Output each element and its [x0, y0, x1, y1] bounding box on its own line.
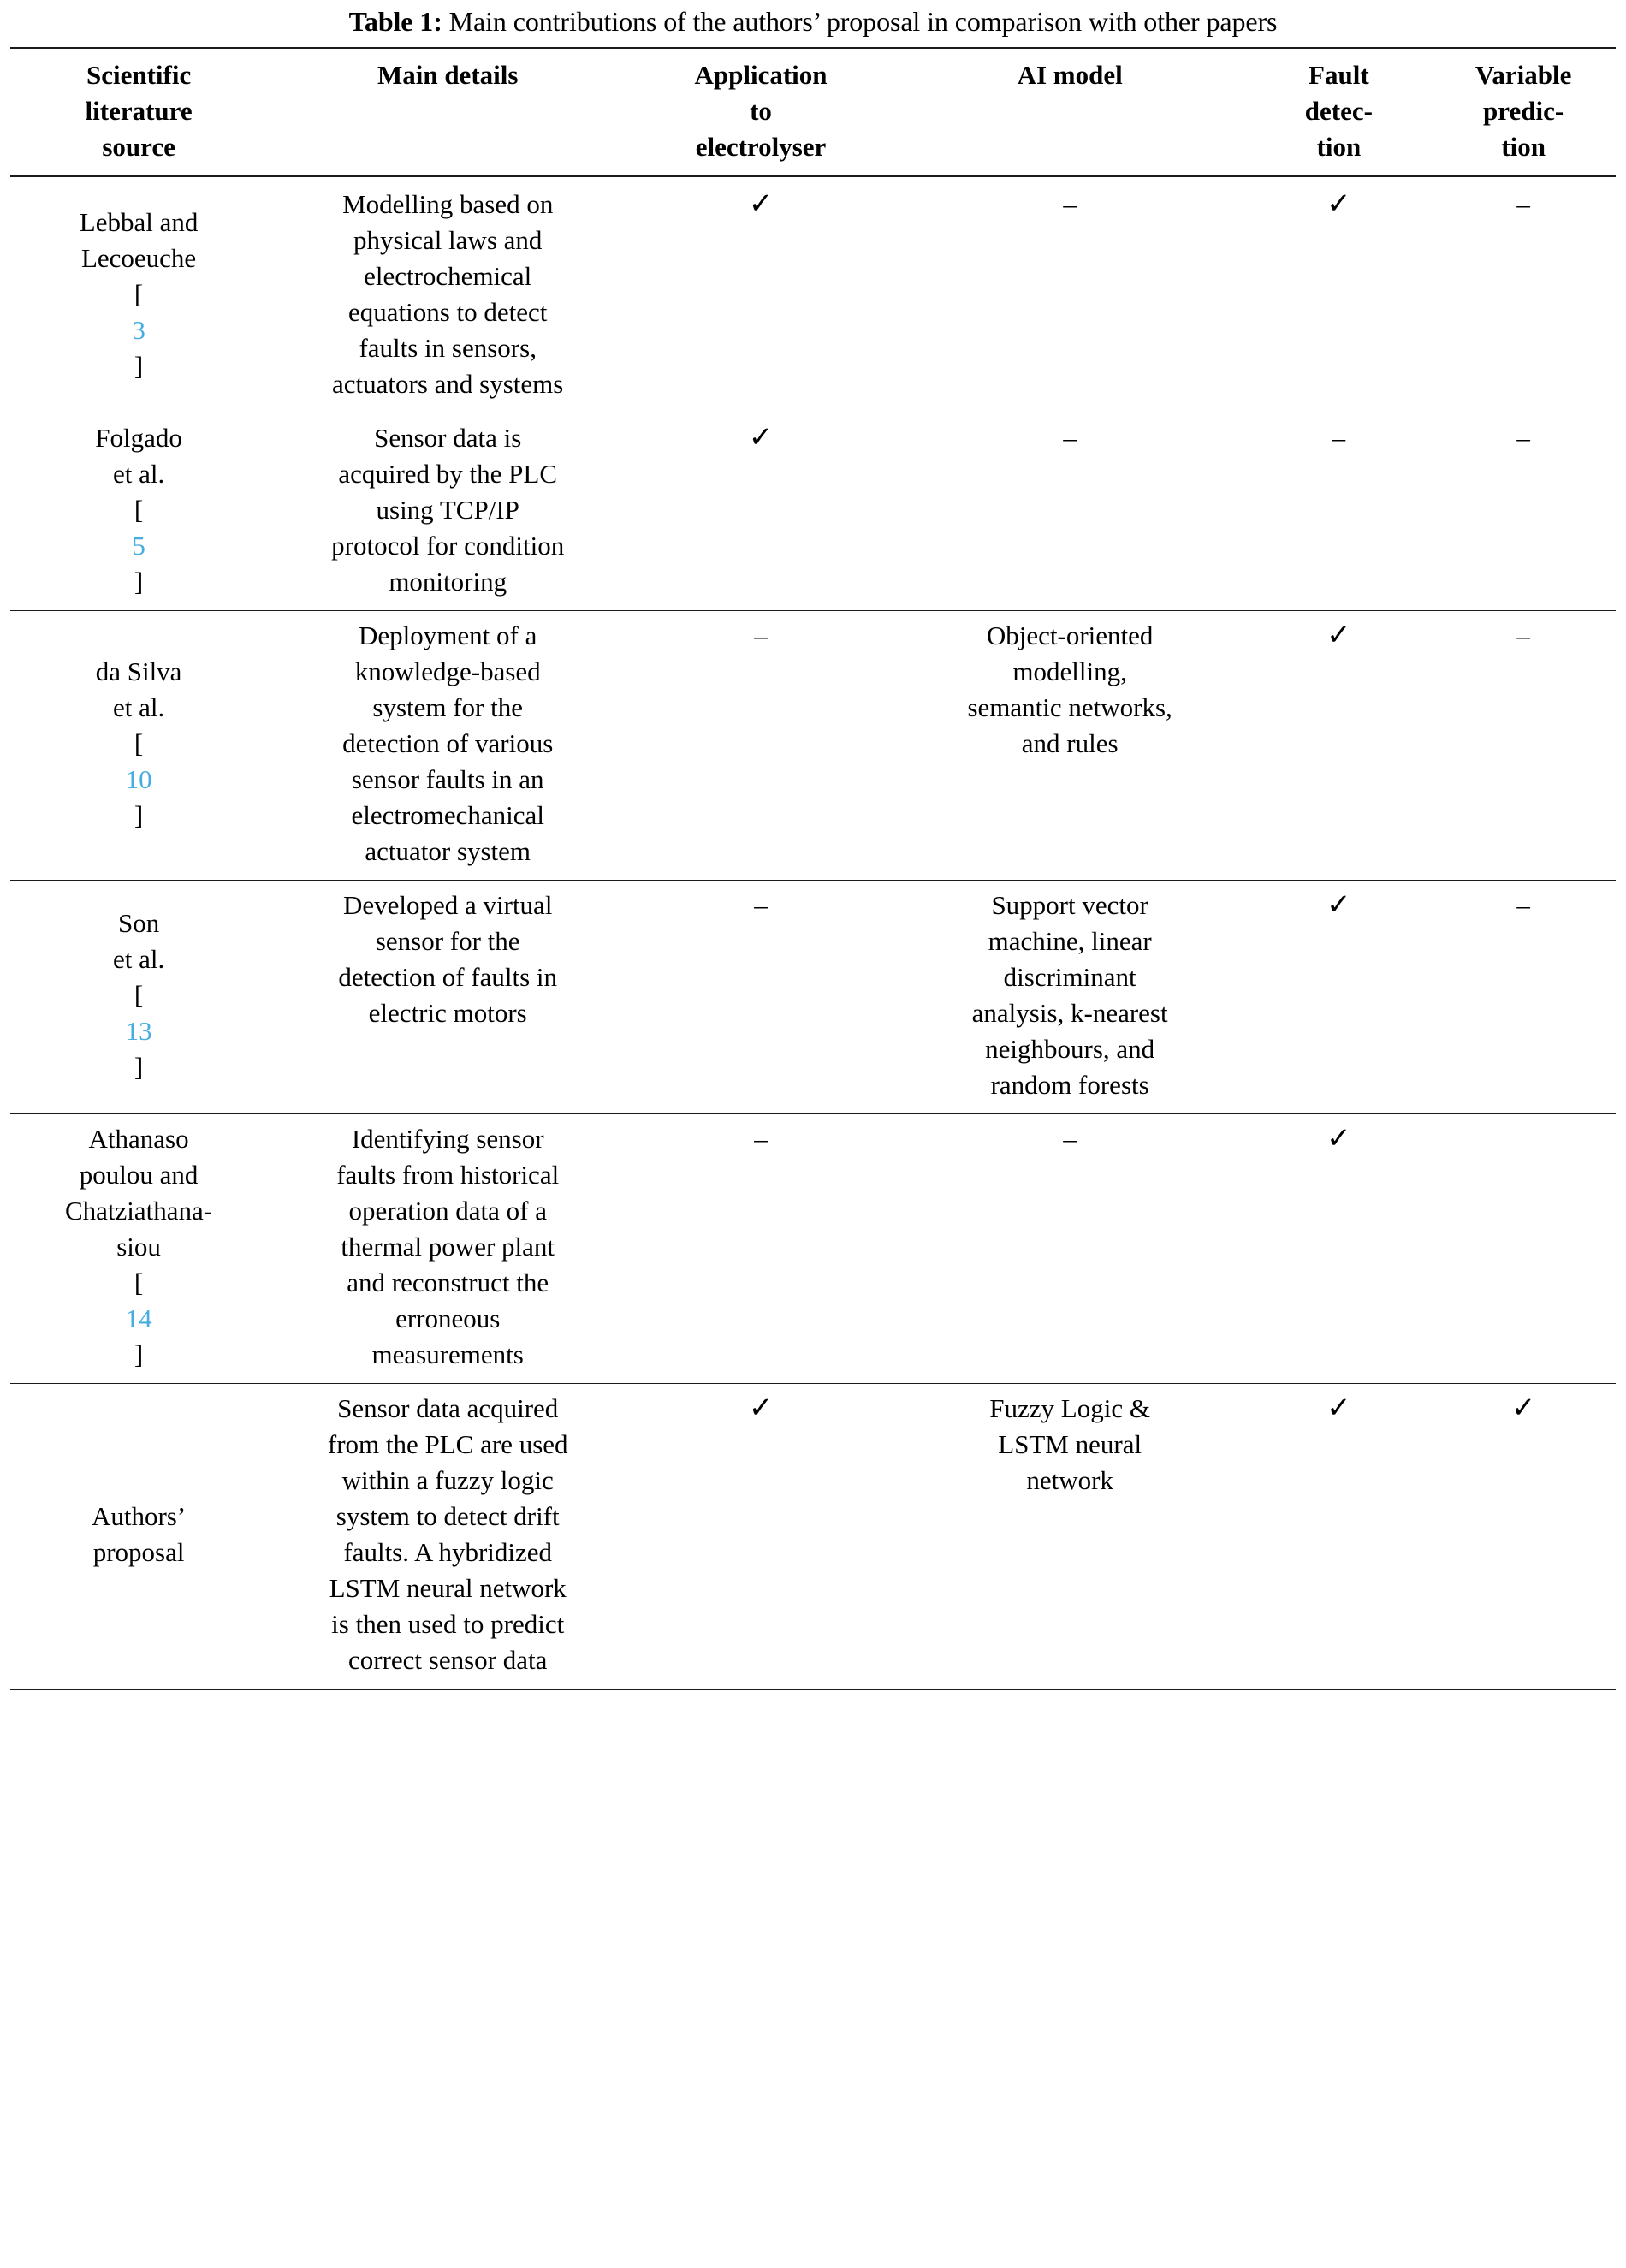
details-line: actuators and systems — [332, 369, 564, 399]
header-lines-appl — [633, 57, 888, 165]
details-line: detection of various — [342, 728, 554, 758]
column-header-ai-model — [893, 48, 1247, 176]
dash-icon: – — [1063, 1124, 1077, 1154]
ai-model-line: network — [1026, 1465, 1113, 1495]
table-footer — [10, 1689, 1616, 1695]
source-line: Authors’ — [91, 1501, 187, 1531]
ai-model-lines — [899, 420, 1242, 456]
details-line: Deployment of a — [359, 620, 537, 650]
cell-fault-detection — [1247, 881, 1432, 1114]
ai-model-line: neighbours, and — [985, 1034, 1155, 1064]
ai-model-lines — [899, 1121, 1242, 1157]
dash-icon: – — [1332, 423, 1346, 453]
header-line: tion — [1501, 132, 1546, 162]
source-lines — [15, 420, 262, 600]
citation-bracket-close: ] — [134, 351, 144, 381]
table-row — [10, 1114, 1616, 1384]
caption-text: Main contributions of the authors’ proposal in comparison with other papers — [442, 6, 1278, 37]
dash-icon: – — [1516, 189, 1530, 219]
details-line: actuator system — [365, 836, 531, 866]
header-lines-ai — [899, 57, 1242, 93]
details-line: and reconstruct the — [347, 1268, 549, 1297]
header-line: Fault — [1309, 60, 1369, 90]
citation-bracket-open: [ — [134, 1268, 144, 1297]
table-caption — [10, 0, 1616, 45]
cell-fault-detection — [1247, 413, 1432, 611]
cell-fault-detection — [1247, 611, 1432, 881]
details-line: Modelling based on — [342, 189, 554, 219]
cell-fault-detection — [1247, 180, 1432, 413]
details-line: measurements — [371, 1339, 524, 1369]
cell-application-to-electrolyser — [628, 881, 893, 1114]
header-lines-details — [272, 57, 623, 93]
details-line: Sensor data is — [374, 423, 522, 453]
cell-fault-detection — [1247, 1384, 1432, 1690]
check-icon: ✓ — [1326, 1123, 1351, 1155]
cell-main-details — [267, 1114, 628, 1384]
cell-ai-model — [893, 1384, 1247, 1690]
cell-source — [10, 1114, 267, 1384]
ai-model-line: Object-oriented — [986, 620, 1154, 650]
cell-main-details — [267, 180, 628, 413]
cell-source — [10, 413, 267, 611]
details-line: is then used to predict — [331, 1609, 565, 1639]
citation-link[interactable]: 10 — [125, 764, 152, 794]
cell-source — [10, 180, 267, 413]
table-header — [10, 45, 1616, 180]
details-line: within a fuzzy logic — [341, 1465, 554, 1495]
dash-icon: – — [754, 620, 768, 650]
cell-ai-model — [893, 180, 1247, 413]
cell-source — [10, 1384, 267, 1690]
cell-application-to-electrolyser — [628, 1384, 893, 1690]
ai-model-line: LSTM neural — [998, 1429, 1142, 1459]
source-lines — [15, 205, 262, 384]
details-line: equations to detect — [347, 297, 548, 327]
column-header-application — [628, 48, 893, 176]
details-lines — [272, 1121, 623, 1373]
source-line: poulou and — [79, 1160, 199, 1190]
ai-model-lines — [899, 888, 1242, 1103]
details-line: faults from historical — [336, 1160, 560, 1190]
citation-bracket-close: ] — [134, 567, 144, 597]
details-lines — [272, 187, 623, 402]
details-line: Identifying sensor — [351, 1124, 544, 1154]
ai-model-lines — [899, 1391, 1242, 1499]
ai-model-lines — [899, 187, 1242, 223]
cell-variable-prediction — [1431, 1114, 1616, 1384]
dash-icon: – — [1063, 423, 1077, 453]
details-lines — [272, 618, 623, 870]
header-lines-source — [15, 57, 262, 165]
citation-link[interactable]: 14 — [125, 1303, 152, 1333]
cell-variable-prediction — [1431, 1384, 1616, 1690]
citation-bracket-open: [ — [134, 728, 144, 758]
ai-model-line: and rules — [1021, 728, 1119, 758]
details-line: faults. A hybridized — [343, 1537, 553, 1567]
source-line: da Silva — [95, 656, 182, 686]
check-icon: ✓ — [1326, 889, 1351, 921]
ai-model-lines — [899, 618, 1242, 762]
details-line: electromechanical — [351, 800, 544, 830]
header-line: Main details — [377, 60, 519, 90]
details-line: protocol for condition — [331, 531, 565, 561]
source-line: siou [ 14 ] — [15, 1229, 262, 1373]
cell-ai-model — [893, 413, 1247, 611]
table-row — [10, 180, 1616, 413]
ai-model-line: discriminant — [1003, 962, 1136, 992]
header-line: predic- — [1483, 96, 1564, 126]
source-line: et al. [ 5 ] — [15, 456, 262, 600]
citation-link[interactable]: 3 — [132, 315, 145, 345]
details-line: detection of faults in — [338, 962, 558, 992]
cell-ai-model — [893, 1114, 1247, 1384]
citation-bracket-close: ] — [134, 1339, 144, 1369]
cell-main-details — [267, 1384, 628, 1690]
details-line: Sensor data acquired — [337, 1393, 559, 1423]
table-row — [10, 881, 1616, 1114]
details-line: acquired by the PLC — [338, 459, 558, 489]
source-lines — [15, 905, 262, 1085]
citation-link[interactable]: 5 — [132, 531, 145, 561]
column-header-details — [267, 48, 628, 176]
details-line: thermal power plant — [341, 1232, 555, 1262]
details-line: sensor for the — [375, 926, 520, 956]
details-line: from the PLC are used — [327, 1429, 568, 1459]
header-line: AI model — [1017, 60, 1123, 90]
citation-bracket-open: [ — [134, 495, 144, 525]
dash-icon: – — [1516, 620, 1530, 650]
citation-bracket-close: ] — [134, 1052, 144, 1082]
cell-main-details — [267, 413, 628, 611]
citation-bracket-open: [ — [134, 980, 144, 1010]
ai-model-line: Support vector — [991, 890, 1148, 920]
citation-link[interactable]: 13 — [125, 1016, 152, 1046]
details-line: electrochemical — [364, 261, 532, 291]
header-line: to — [750, 96, 772, 126]
cell-variable-prediction — [1431, 180, 1616, 413]
details-lines — [272, 420, 623, 600]
details-line: system to detect drift — [335, 1501, 560, 1531]
details-line: erroneous — [395, 1303, 501, 1333]
cell-variable-prediction — [1431, 881, 1616, 1114]
ai-model-line: analysis, k-nearest — [971, 998, 1168, 1028]
column-header-variable-prediction — [1431, 48, 1616, 176]
details-line: monitoring — [389, 567, 507, 597]
source-line: Lecoeuche [ 3 ] — [15, 240, 262, 384]
comparison-table — [10, 45, 1616, 1695]
cell-main-details — [267, 611, 628, 881]
details-line: Developed a virtual — [342, 890, 553, 920]
details-line: using TCP/IP — [376, 495, 519, 525]
dash-icon: – — [754, 1124, 768, 1154]
dash-icon: – — [754, 890, 768, 920]
cell-application-to-electrolyser — [628, 413, 893, 611]
table-row — [10, 1384, 1616, 1690]
cell-application-to-electrolyser — [628, 1114, 893, 1384]
dash-icon: – — [1516, 890, 1530, 920]
citation-bracket-close: ] — [134, 800, 144, 830]
header-line: source — [102, 132, 175, 162]
header-line: tion — [1316, 132, 1362, 162]
caption-label: Table 1: — [348, 6, 442, 37]
header-line: literature — [85, 96, 193, 126]
details-line: operation data of a — [348, 1196, 547, 1226]
header-lines-var — [1436, 57, 1611, 165]
cell-application-to-electrolyser — [628, 180, 893, 413]
source-line: Athanaso — [88, 1124, 189, 1154]
details-line: correct sensor data — [348, 1645, 548, 1675]
cell-fault-detection — [1247, 1114, 1432, 1384]
details-line: electric motors — [368, 998, 527, 1028]
cell-ai-model — [893, 881, 1247, 1114]
table-bottom-rule — [10, 1689, 1616, 1695]
check-icon: ✓ — [1326, 1392, 1351, 1424]
source-line: proposal — [92, 1537, 185, 1567]
dash-icon: – — [1516, 423, 1530, 453]
ai-model-line: machine, linear — [988, 926, 1152, 956]
cell-variable-prediction — [1431, 413, 1616, 611]
cell-application-to-electrolyser — [628, 611, 893, 881]
ai-model-line: modelling, — [1012, 656, 1127, 686]
details-lines — [272, 1391, 623, 1678]
check-icon: ✓ — [748, 188, 774, 220]
check-icon: ✓ — [1326, 620, 1351, 651]
details-line: LSTM neural network — [329, 1573, 567, 1603]
check-icon: ✓ — [1510, 1392, 1536, 1424]
source-lines — [15, 654, 262, 834]
column-header-fault-detection — [1247, 48, 1432, 176]
header-line: Application — [694, 60, 828, 90]
cell-source — [10, 611, 267, 881]
source-lines — [15, 1499, 262, 1570]
table-body — [10, 180, 1616, 1689]
source-line: Lebbal and — [79, 207, 199, 237]
check-icon: ✓ — [748, 422, 774, 454]
details-line: sensor faults in an — [351, 764, 544, 794]
header-line: Scientific — [86, 60, 192, 90]
header-lines-fault — [1252, 57, 1427, 165]
details-line: physical laws and — [353, 225, 543, 255]
check-icon: ✓ — [748, 1392, 774, 1424]
source-line: Chatziathana- — [65, 1196, 213, 1226]
details-line: knowledge-based — [354, 656, 541, 686]
details-lines — [272, 888, 623, 1031]
cell-variable-prediction — [1431, 611, 1616, 881]
source-line: Son — [117, 908, 160, 938]
dash-icon: – — [1063, 189, 1077, 219]
header-line: electrolyser — [695, 132, 827, 162]
source-line: Folgado — [95, 423, 182, 453]
source-lines — [15, 1121, 262, 1373]
citation-bracket-open: [ — [134, 279, 144, 309]
source-line: et al. [ 13 ] — [15, 941, 262, 1085]
source-line: et al. [ 10 ] — [15, 690, 262, 834]
ai-model-line: Fuzzy Logic & — [989, 1393, 1150, 1423]
details-line: faults in sensors, — [359, 333, 537, 363]
check-icon: ✓ — [1326, 188, 1351, 220]
header-line: detec- — [1304, 96, 1373, 126]
header-row — [10, 48, 1616, 176]
header-line: Variable — [1475, 60, 1572, 90]
cell-ai-model — [893, 611, 1247, 881]
details-line: system for the — [372, 692, 524, 722]
ai-model-line: semantic networks, — [967, 692, 1172, 722]
ai-model-line: random forests — [990, 1070, 1149, 1100]
column-header-source — [10, 48, 267, 176]
table-row — [10, 611, 1616, 881]
cell-main-details — [267, 881, 628, 1114]
table-row — [10, 413, 1616, 611]
cell-source — [10, 881, 267, 1114]
